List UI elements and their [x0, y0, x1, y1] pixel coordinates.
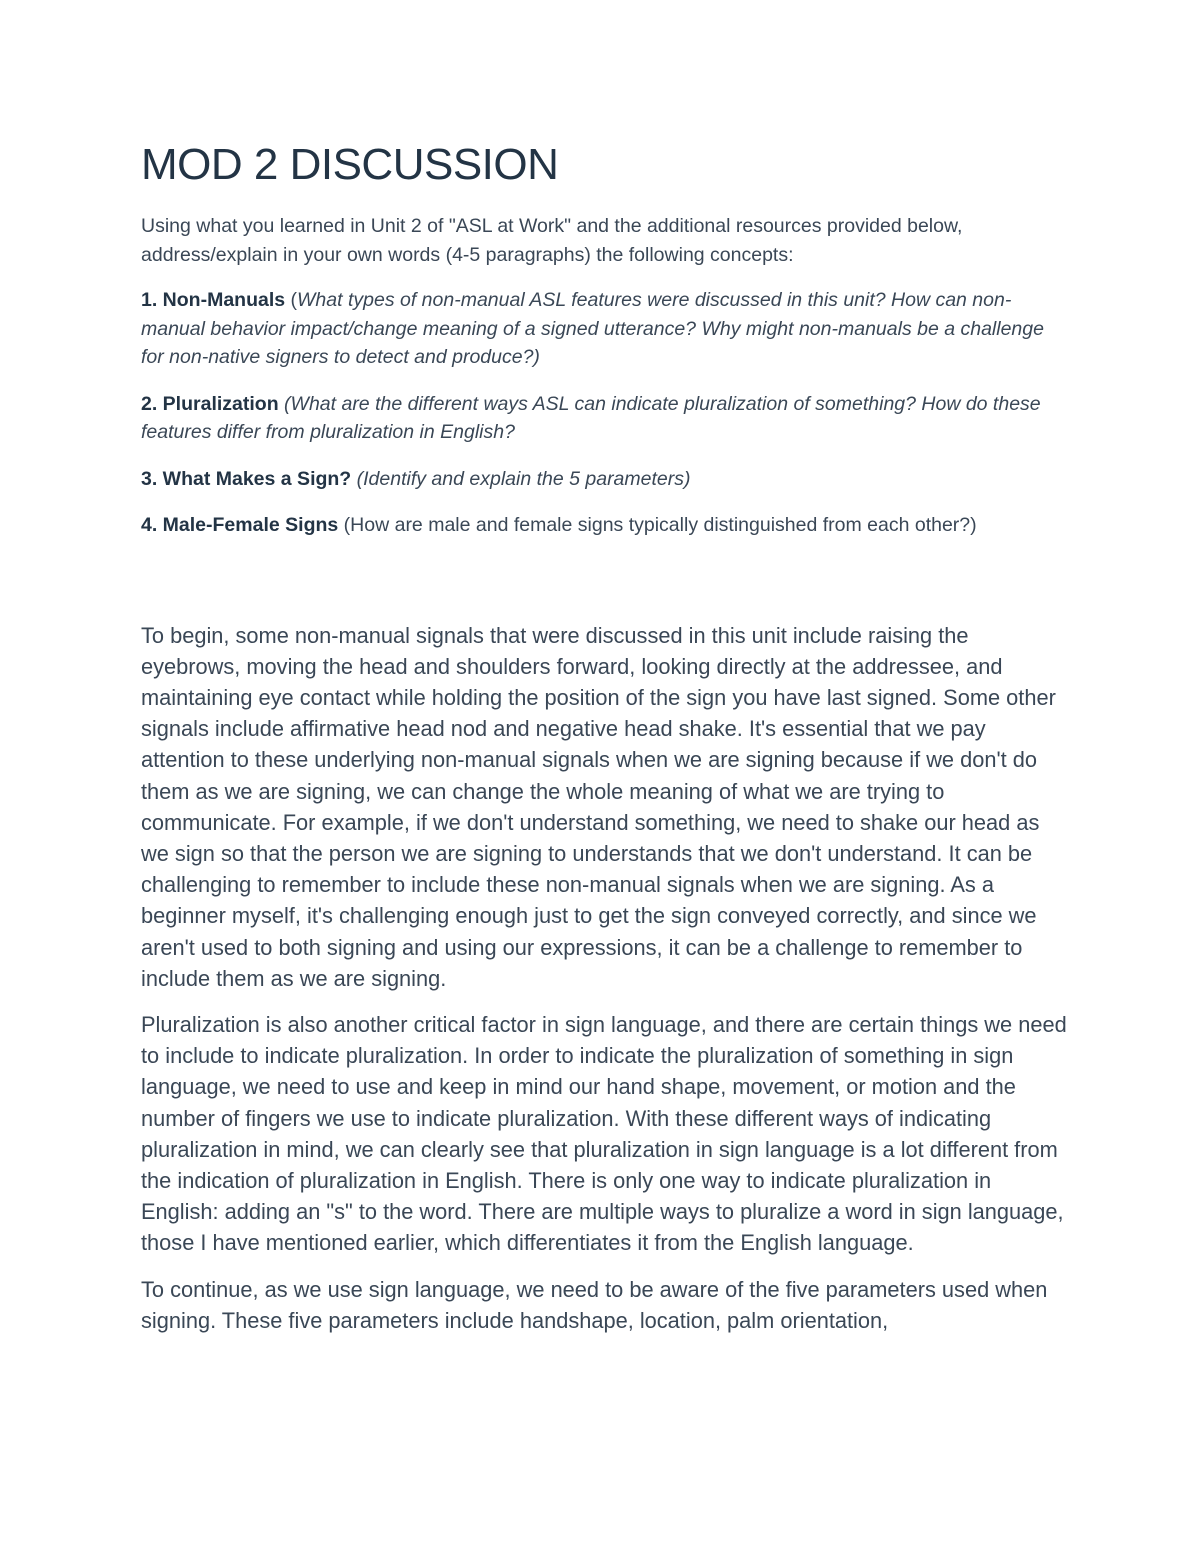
document-page	[141, 138, 1071, 1351]
prompt-question: (What are the different ways ASL can indicate pluralization of something? How do these features differ from pluralization in English?	[141, 392, 1041, 443]
prompt-what-makes-a-sign	[141, 465, 1071, 494]
prompt-label: 1. Non-Manuals	[141, 289, 286, 311]
prompt-label: 4. Male-Female Signs	[141, 514, 339, 536]
response-paragraph: Pluralization is also another critical factor in sign language, and there are certain things we need to include to indicate pluralization. In order to indicate the pluralization of something in sign language, we need to use and keep in mind our hand shape, movement, or motion and the number of fingers we use to indicate pluralization. With these different ways of indicating pluralization in mind, we can clearly see that pluralization in sign language is a lot different from the indication of pluralization in English. There is only one way to indicate pluralization in English: adding an "s" to the word. There are multiple ways to pluralize a word in sign language, those I have mentioned earlier, which differentiates it from the English language.	[141, 1011, 1067, 1256]
prompt-question: (Identify and explain the 5 parameters)	[356, 467, 691, 490]
response-paragraph: To begin, some non-manual signals that were discussed in this unit include raising the eyebrows, moving the head and shoulders forward, looking directly at the addressee, and maintaining eye contact while holding the position of the sign you have last signed. Some other signals include affirmative head nod and negative head shake. It's essential that we pay attention to these underlying non-manual signals when we are signing because if we don't do them as we are signing, we can change the whole meaning of what we are trying to communicate. For example, if we don't understand something, we need to shake our head as we sign so that the person we are signing to understands that we don't understand. It can be challenging to remember to include these non-manual signals when we are signing. As a beginner myself, it's challenging enough just to get the sign conveyed correctly, and since we aren't used to both signing and using our expressions, it can be a challenge to remember to include them as we are signing.	[141, 622, 1056, 991]
section-spacer	[141, 558, 1071, 620]
prompt-label: 3. What Makes a Sign?	[141, 467, 352, 490]
prompt-male-female-signs	[141, 511, 1071, 540]
prompt-pluralization	[141, 390, 1071, 447]
prompt-non-manuals: 1. Non-Manuals (What types of non-manual ASL features were discussed in this unit? How can non-manual behavior impact/change meaning of a signed utterance? Why might non-manuals be a challenge for non-native signers to detect and produce?)	[141, 289, 1044, 368]
prompt-label: 2. Pluralization	[141, 392, 279, 415]
document-title: MOD 2 DISCUSSION	[141, 140, 559, 189]
intro-text: Using what you learned in Unit 2 of "ASL at Work" and the additional resources provided below, address/explain in your own words (4-5 paragraphs) the following concepts:	[141, 215, 963, 266]
response-paragraph: To continue, as we use sign language, we need to be aware of the five parameters used when signing. These five parameters include handshape, location, palm orientation,	[141, 1276, 1048, 1333]
prompt-question: (How are male and female signs typically distinguished from each other?)	[343, 514, 977, 536]
prompt-question: What types of non-manual ASL features were discussed in this unit? How can non-manual behavior impact/change meaning of a signed utterance? Why might non-manuals be a challenge for non-native signers to detect and produce?)	[141, 289, 1044, 368]
